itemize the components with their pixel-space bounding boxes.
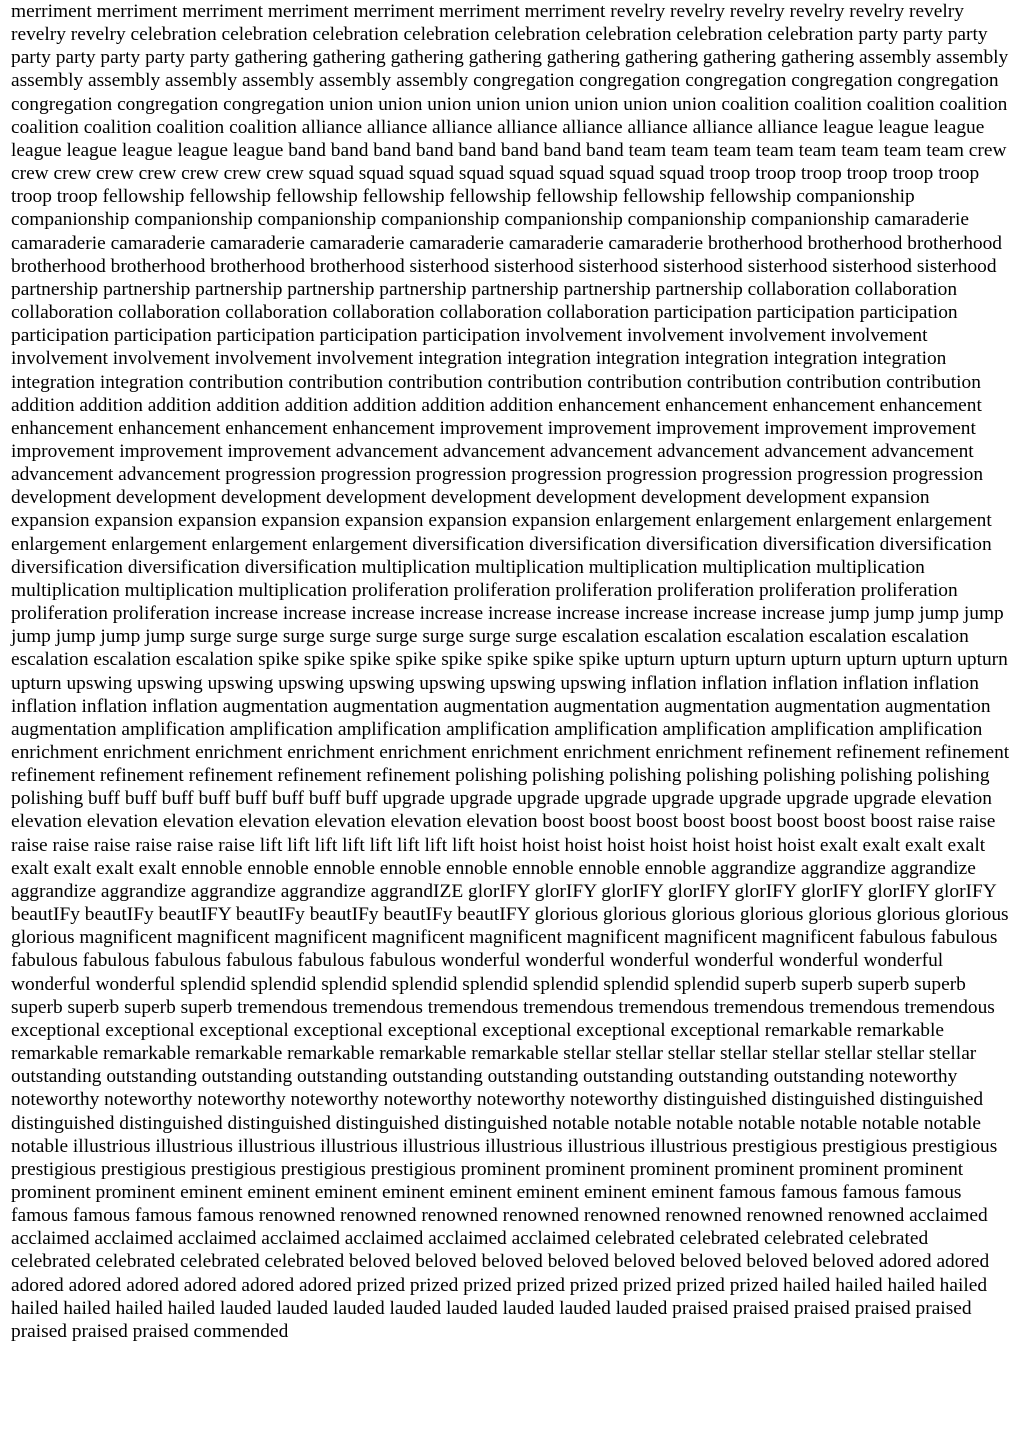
body-text: merriment merriment merriment merriment merriment merriment merriment revelry revelry revelry revelry revelry revelry revelry revelry celebration celebration celebration celebration celebration celebration celebration celebration party party party party party party party party gathering gathering gathering gathering gathering gathering gathering gathering assembly assembly assembly assembly assembly assembly assembly assembly congregation congregation congregation congregation congregation congregation congregation congregation union union union union union union union union coalition coalition coalition coalition coalition coalition coalition coalition alliance alliance alliance alliance alliance alliance alliance alliance league league league league league league league league band band band band band band band band team team team team team team team team crew crew crew crew crew crew crew crew squad squad squad squad squad squad squad squad troop troop troop troop troop troop troop troop fellowship fellowship fellowship fellowship fellowship fellowship fellowship fellowship companionship companionship companionship companionship companionship companionship companionship companionship camaraderie camaraderie camaraderie camaraderie camaraderie camaraderie camaraderie camaraderie brotherhood brotherhood brotherhood brotherhood brotherhood brotherhood brotherhood sisterhood sisterhood sisterhood sisterhood sisterhood sisterhood sisterhood partnership partnership partnership partnership partnership partnership partnership partnership collaboration collaboration collaboration collaboration collaboration collaboration collaboration collaboration participation participation participation participation participation participation participation participation involvement involvement involvement involvement involvement involvement involvement involvement integration integration integration integration integration integration integration integration contribution contribution contribution contribution contribution contribution contribution contribution addition addition addition addition addition addition addition addition enhancement enhancement enhancement enhancement enhancement enhancement enhancement enhancement improvement improvement improvement improvement improvement improvement improvement improvement advancement advancement advancement advancement advancement advancement advancement advancement progression progression progression progression progression progression progression progression development development development development development development development development expansion expansion expansion expansion expansion expansion expansion expansion enlargement enlargement enlargement enlargement enlargement enlargement enlargement enlargement diversification diversification diversification diversification diversification diversification diversification diversification multiplication multiplication multiplication multiplication multiplication multiplication multiplication multiplication proliferation proliferation proliferation proliferation proliferation proliferation proliferation proliferation increase increase increase increase increase increase increase increase increase jump jump jump jump jump jump jump jump surge surge surge surge surge surge surge surge escalation escalation escalation escalation escalation escalation escalation escalation spike spike spike spike spike spike spike spike upturn upturn upturn upturn upturn upturn upturn upturn upswing upswing upswing upswing upswing upswing upswing upswing inflation inflation inflation inflation inflation inflation inflation inflation augmentation augmentation augmentation augmentation augmentation augmentation augmentation augmentation amplification amplification amplification amplification amplification amplification amplification amplification enrichment enrichment enrichment enrichment enrichment enrichment enrichment enrichment refinement refinement refinement refinement refinement refinement refinement refinement polishing polishing polishing polishing polishing polishing polishing polishing buff buff buff buff buff buff buff buff upgrade upgrade upgrade upgrade upgrade upgrade upgrade upgrade elevation elevation elevation elevation elevation elevation elevation elevation boost boost boost boost boost boost boost boost raise raise raise raise raise raise raise raise lift lift lift lift lift lift lift lift hoist hoist hoist hoist hoist hoist hoist hoist exalt exalt exalt exalt exalt exalt exalt exalt ennoble ennoble ennoble ennoble ennoble ennoble ennoble ennoble aggrandize aggrandize aggrandize aggrandize aggrandize aggrandize aggrandize aggrandIZE glorIFY glorIFY glorIFY glorIFY glorIFY glorIFY glorIFY glorIFY beautIFy beautIFy beautIFY beautIFy beautIFy beautIFy beautIFY glorious glorious glorious glorious glorious glorious glorious glorious magnificent magnificent magnificent magnificent magnificent magnificent magnificent magnificent fabulous fabulous fabulous fabulous fabulous fabulous fabulous fabulous wonderful wonderful wonderful wonderful wonderful wonderful wonderful wonderful splendid splendid splendid splendid splendid splendid splendid splendid superb superb superb superb superb superb superb superb tremendous tremendous tremendous tremendous tremendous tremendous tremendous tremendous exceptional exceptional exceptional exceptional exceptional exceptional exceptional exceptional remarkable remarkable remarkable remarkable remarkable remarkable remarkable remarkable stellar stellar stellar stellar stellar stellar stellar stellar outstanding outstanding outstanding outstanding outstanding outstanding outstanding outstanding outstanding noteworthy noteworthy noteworthy noteworthy noteworthy noteworthy noteworthy noteworthy distinguished distinguished distinguished distinguished distinguished distinguished distinguished distinguished notable notable notable notable notable notable notable notable illustrious illustrious illustrious illustrious illustrious illustrious illustrious illustrious prestigious prestigious prestigious prestigious prestigious prestigious prestigious prestigious prominent prominent prominent prominent prominent prominent prominent prominent eminent eminent eminent eminent eminent eminent eminent eminent famous famous famous famous famous famous famous famous renowned renowned renowned renowned renowned renowned renowned renowned acclaimed acclaimed acclaimed acclaimed acclaimed acclaimed acclaimed acclaimed celebrated celebrated celebrated celebrated celebrated celebrated celebrated celebrated beloved beloved beloved beloved beloved beloved beloved beloved adored adored adored adored adored adored adored adored prized prized prized prized prized prized prized prized hailed hailed hailed hailed hailed hailed hailed hailed lauded lauded lauded lauded lauded lauded lauded lauded praised praised praised praised praised praised praised praised commended (11, 1, 1010, 1342)
